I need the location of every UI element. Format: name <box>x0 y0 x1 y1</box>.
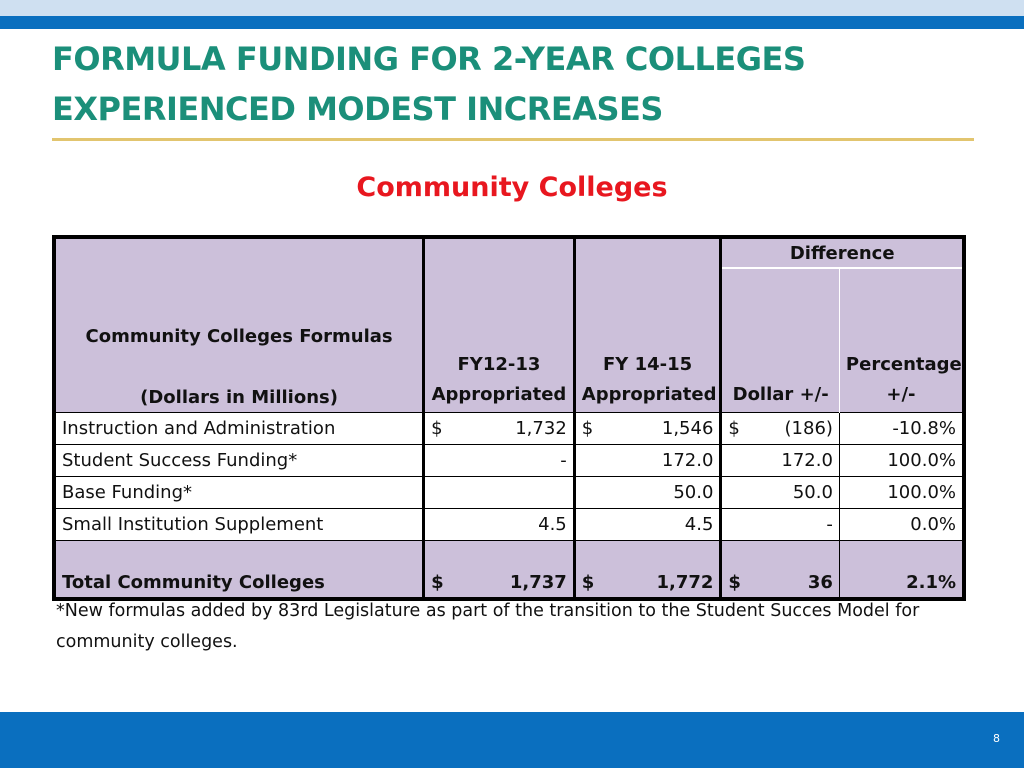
bottom-band <box>0 712 1024 768</box>
currency-symbol: $ <box>431 417 443 439</box>
header-row-top <box>54 237 964 268</box>
row-label: Base Funding* <box>54 476 424 508</box>
header-percentage <box>839 268 964 412</box>
page-number: 8 <box>993 732 1000 745</box>
cell-value: 1,546 <box>661 417 714 439</box>
slide-title-line2: EXPERIENCED MODEST INCREASES <box>52 90 663 128</box>
cell-fy12-13 <box>424 412 575 444</box>
currency-symbol: $ <box>728 417 740 439</box>
cell-value: 36 <box>807 571 833 593</box>
row-label: Small Institution Supplement <box>54 508 424 540</box>
cell-fy12-13 <box>424 476 575 508</box>
funding-table-container <box>52 235 966 601</box>
cell-pct-diff: 0.0% <box>839 508 964 540</box>
cell-dollar-diff <box>721 412 840 444</box>
cell-value: 1,772 <box>656 571 714 593</box>
total-label: Total Community Colleges <box>54 540 424 599</box>
cell-value: (186) <box>784 417 833 439</box>
cell-pct-diff: -10.8% <box>839 412 964 444</box>
total-pct-diff: 2.1% <box>839 540 964 599</box>
cell-value: - <box>560 449 567 471</box>
cell-pct-diff: 100.0% <box>839 476 964 508</box>
title-divider <box>52 138 974 141</box>
header-percentage-line2: +/- <box>886 383 916 405</box>
cell-pct-diff: 100.0% <box>839 444 964 476</box>
cell-dollar-diff <box>721 476 840 508</box>
table-row <box>54 508 964 540</box>
total-row <box>54 540 964 599</box>
row-label: Instruction and Administration <box>54 412 424 444</box>
header-dollar: Dollar +/- <box>721 268 840 412</box>
header-formulas <box>54 237 424 412</box>
cell-value: 172.0 <box>781 449 833 471</box>
slide-subtitle: Community Colleges <box>356 172 668 203</box>
table-row <box>54 444 964 476</box>
cell-fy12-13 <box>424 444 575 476</box>
cell-fy14-15 <box>574 412 721 444</box>
footnote <box>56 596 936 658</box>
header-difference: Difference <box>721 237 964 268</box>
cell-fy14-15 <box>574 476 721 508</box>
header-fy14-15-line2: Appropriated <box>581 383 717 405</box>
header-fy14-15-line1: FY 14-15 <box>603 353 693 375</box>
slide-title <box>52 34 992 134</box>
header-fy12-13 <box>424 237 575 412</box>
currency-symbol: $ <box>431 571 444 593</box>
funding-table <box>52 235 966 601</box>
header-fy12-13-line1: FY12-13 <box>457 353 541 375</box>
cell-value: 1,737 <box>509 571 567 593</box>
currency-symbol: $ <box>581 571 595 593</box>
cell-fy12-13 <box>424 508 575 540</box>
cell-dollar-diff <box>721 508 840 540</box>
cell-dollar-diff <box>721 444 840 476</box>
cell-value: 1,732 <box>515 417 567 439</box>
cell-value: 4.5 <box>538 513 567 535</box>
header-formulas-line2: (Dollars in Millions) <box>140 386 338 408</box>
currency-symbol: $ <box>728 571 741 593</box>
slide-title-line1: FORMULA FUNDING FOR 2-YEAR COLLEGES <box>52 40 806 78</box>
footnote-line2: community colleges. <box>56 632 238 652</box>
cell-value: 4.5 <box>684 513 714 535</box>
row-label: Student Success Funding* <box>54 444 424 476</box>
total-fy14-15 <box>574 540 721 599</box>
cell-value: 50.0 <box>673 481 714 503</box>
cell-value: - <box>826 513 833 535</box>
top-band-dark <box>0 16 1024 29</box>
table-row <box>54 476 964 508</box>
header-formulas-line1: Community Colleges Formulas <box>85 325 393 347</box>
total-dollar-diff <box>721 540 840 599</box>
top-band-light <box>0 0 1024 16</box>
total-fy12-13 <box>424 540 575 599</box>
table-row <box>54 412 964 444</box>
footnote-line1: *New formulas added by 83rd Legislature as part of the transition to the Student Succes Model for <box>56 601 920 621</box>
cell-value: 172.0 <box>661 449 714 471</box>
cell-fy14-15 <box>574 508 721 540</box>
header-fy14-15 <box>574 237 721 412</box>
currency-symbol: $ <box>581 417 594 439</box>
cell-fy14-15 <box>574 444 721 476</box>
cell-value: 50.0 <box>792 481 833 503</box>
header-percentage-line1: Percentage <box>845 353 962 375</box>
header-fy12-13-line2: Appropriated <box>431 383 567 405</box>
